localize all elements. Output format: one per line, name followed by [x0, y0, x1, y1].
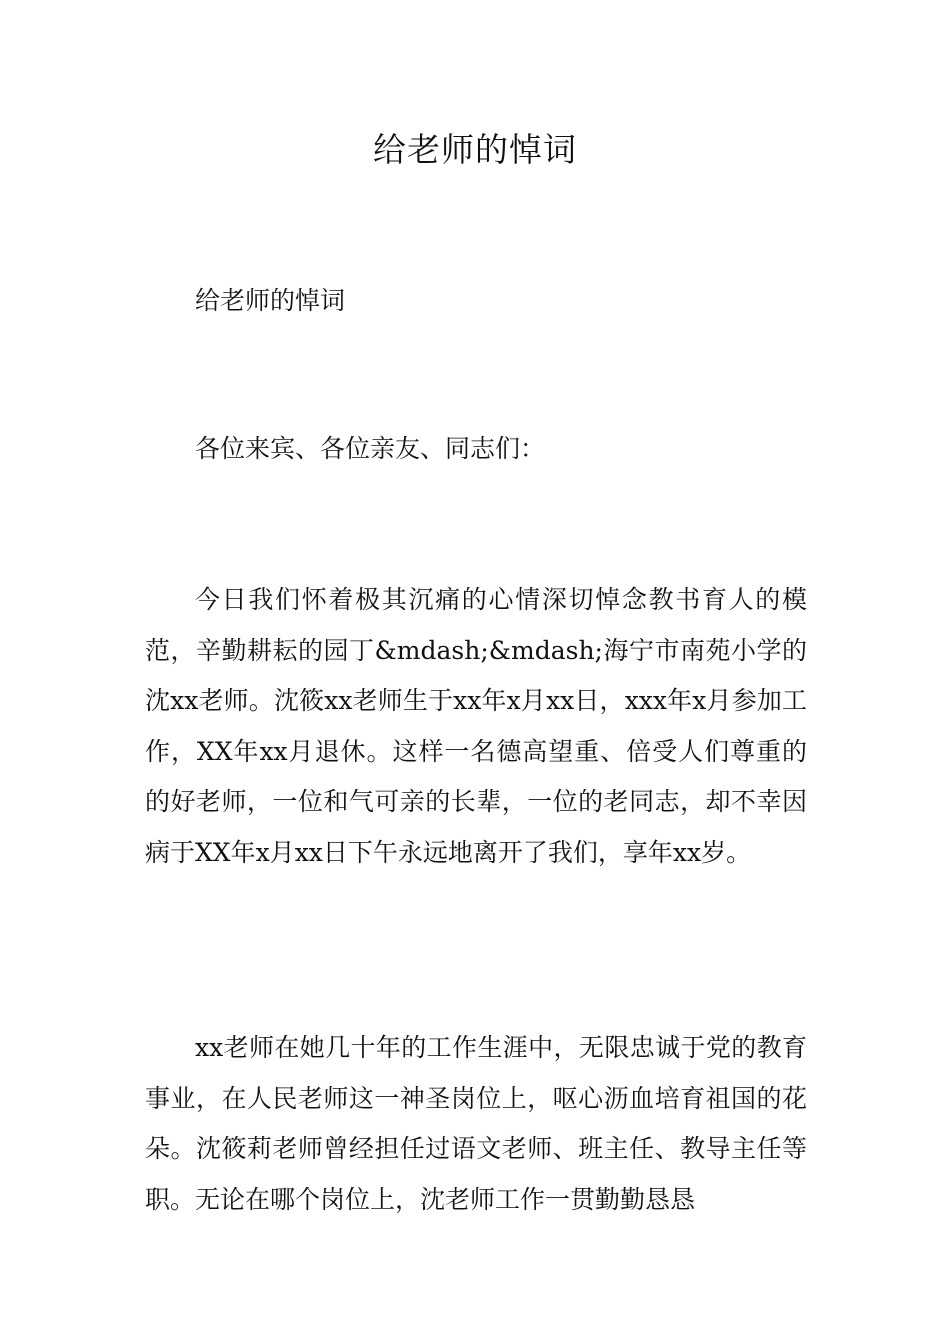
paragraph-body-2: xx老师在她几十年的工作生涯中，无限忠诚于党的教育事业，在人民老师这一神圣岗位上，呕心沥血培育祖国的花朵。沈筱莉老师曾经担任过语文老师、班主任、教导主任等职。无论在哪个岗位上，沈老师工作一贯勤勤恳恳 [145, 1033, 807, 1214]
paragraph-body-1: 今日我们怀着极其沉痛的心情深切悼念教书育人的模范，辛勤耕耘的园丁&mdash;&mdash;海宁市南苑小学的沈xx老师。沈筱xx老师生于xx年x月xx日，xxx年x月参加工作，XX年xx月退休。这样一名德高望重、倍受人们尊重的的好老师，一位和气可亲的长辈，一位的老同志，却不幸因病于XX年x月xx日下午永远地离开了我们，享年xx岁。 [145, 585, 807, 867]
paragraph-salutation: 各位来宾、各位亲友、同志们： [195, 434, 546, 463]
document-title: 给老师的悼词 [373, 130, 577, 169]
paragraph-heading: 给老师的悼词 [195, 286, 346, 315]
